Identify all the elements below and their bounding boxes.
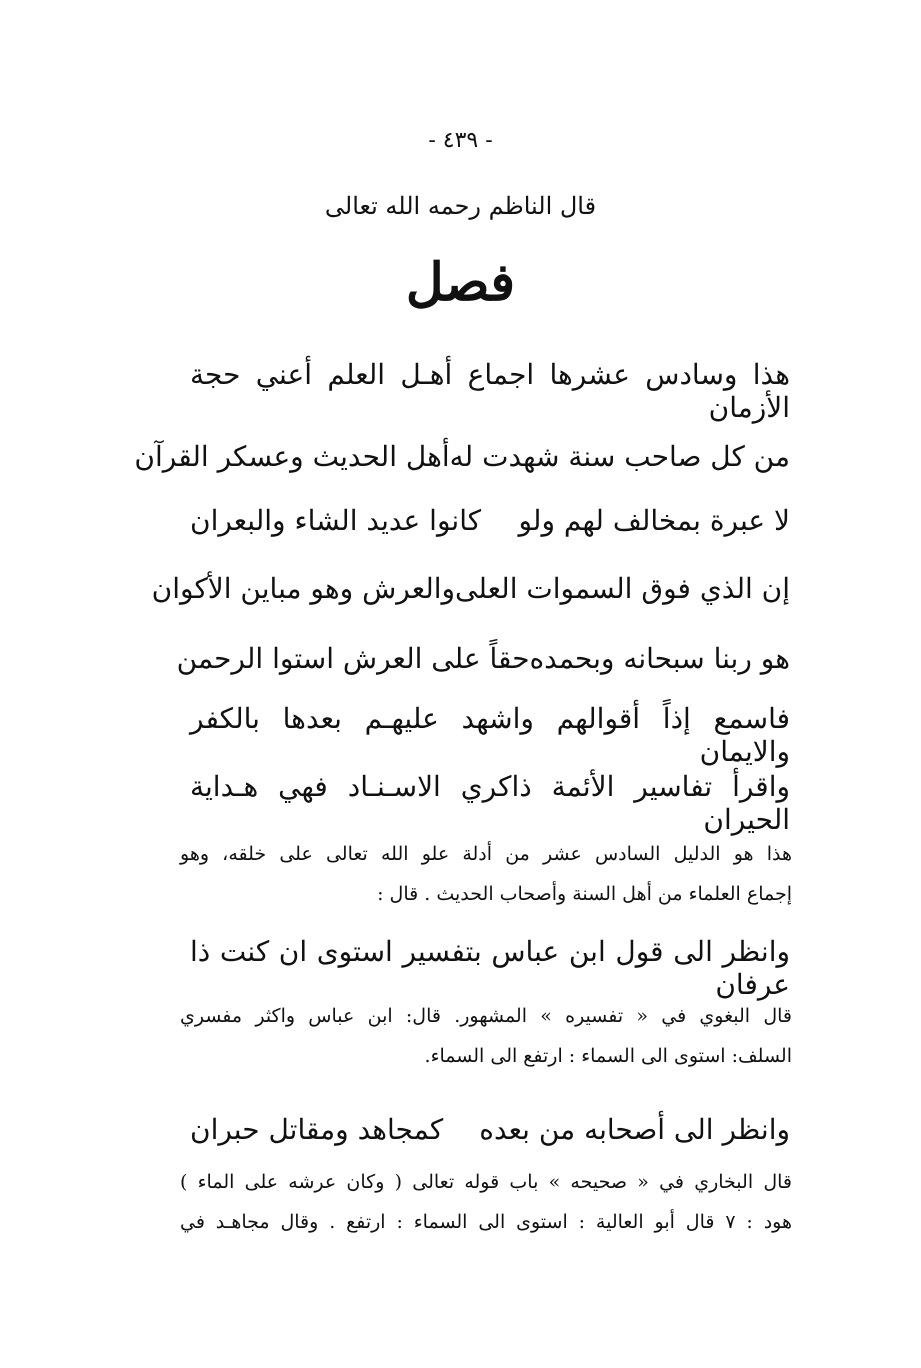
verse-first-hemistich: هو ربنا سبحانه وبحمده <box>529 641 790 675</box>
verse-first-hemistich: لا عبرة بمخالف لهم ولو <box>518 503 790 537</box>
section-heading: فصل <box>405 252 516 313</box>
verse-text: هذا وسادس عشرها اجماع أهـل العلم أعني حجة الأزمان <box>190 358 790 424</box>
commentary-line: إجماع العلماء من أهل السنة وأصحاب الحديث . قال : <box>377 883 792 905</box>
poet-intro: قال الناظم رحمه الله تعالى <box>324 192 597 220</box>
verse-line <box>151 563 790 613</box>
commentary-paragraph <box>180 834 792 914</box>
verse-line <box>190 358 790 424</box>
verse-line <box>176 633 790 683</box>
verse-line <box>190 770 790 836</box>
verse-line <box>190 1104 790 1154</box>
verse-text: وانظر الى قول ابن عباس بتفسير استوى ان كنت ذا عرفان <box>190 935 790 1001</box>
verse-first-hemistich: وانظر الى أصحابه من بعده <box>479 1112 790 1146</box>
verse-second-hemistich: والعرش وهو مباين الأكوان <box>151 571 456 605</box>
verse-line <box>134 431 790 481</box>
verse-second-hemistich: كمجاهد ومقاتل حبران <box>190 1112 444 1146</box>
verse-second-hemistich: كانوا عديد الشاء والبعران <box>190 503 482 537</box>
verse-line <box>190 495 790 545</box>
commentary-line: هذا هو الدليل السادس عشر من أدلة علو الله تعالى على خلقه، وهو <box>180 843 792 865</box>
verse-text: واقرأ تفاسير الأئمة ذاكري الاسـنـاد فهي هـداية الحيران <box>190 770 790 836</box>
commentary-line: قال البغوي في « تفسيره » المشهور. قال: ابن عباس واكثر مفسري <box>180 1005 792 1027</box>
verse-second-hemistich: أهل الحديث وعسكر القرآن <box>134 439 450 473</box>
verse-text: فاسمع إذاً أقوالهم واشهد عليهـم بعدها بالكفر والايمان <box>190 702 790 768</box>
commentary-line: هود : ٧ قال أبو العالية : استوى الى السماء : ارتفع . وقال مجاهـد في <box>180 1211 793 1233</box>
commentary-paragraph <box>180 1162 792 1242</box>
verse-first-hemistich: من كل صاحب سنة شهدت له <box>449 439 790 473</box>
verse-line <box>190 702 790 768</box>
verse-line <box>190 935 790 1001</box>
verse-first-hemistich: إن الذي فوق السموات العلى <box>455 571 790 605</box>
verse-second-hemistich: حقاً على العرش استوا الرحمن <box>176 641 530 675</box>
page-number: - ٤٣٩ - <box>428 128 493 153</box>
commentary-line: قال البخاري في « صحيحه » باب قوله تعالى ( وكان عرشه على الماء ) <box>180 1171 792 1193</box>
commentary-line: السلف: استوى الى السماء : ارتفع الى السماء. <box>424 1045 792 1067</box>
commentary-paragraph <box>180 996 792 1076</box>
